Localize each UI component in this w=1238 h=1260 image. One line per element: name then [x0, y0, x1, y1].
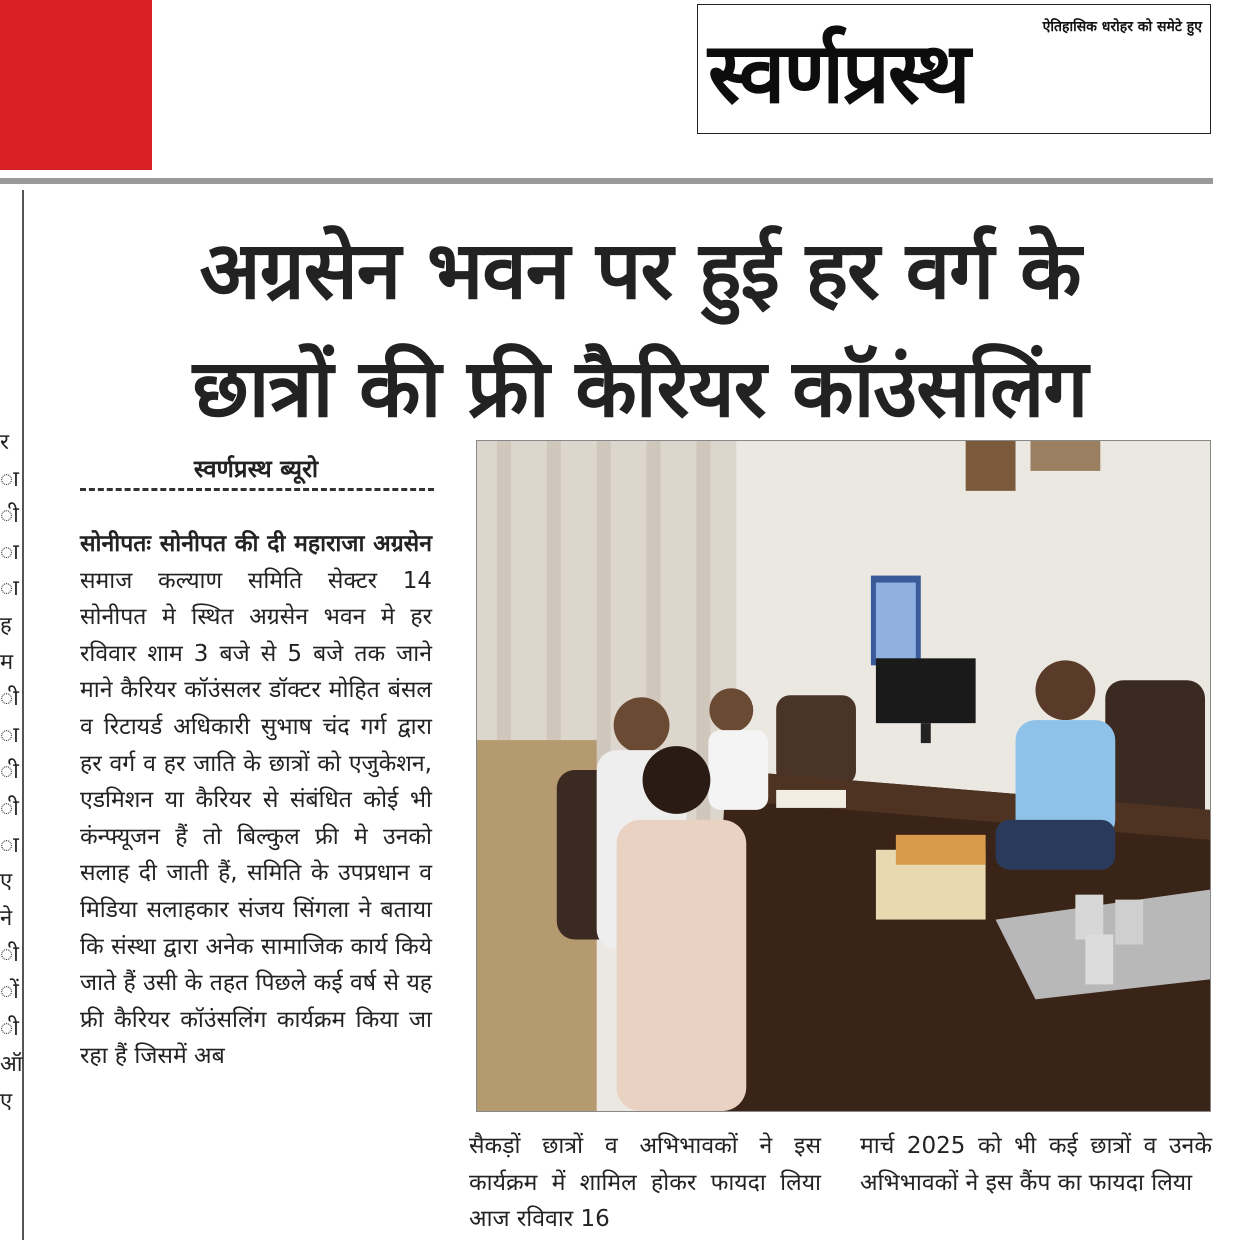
masthead-tagline: ऐतिहासिक धरोहर को समेटे हुए: [1042, 19, 1202, 35]
side-fragment-char: ने: [0, 905, 13, 931]
column-1-text: समाज कल्याण समिति सेक्टर 14 सोनीपत मे स्थित अग्रसेन भवन मे हर रविवार शाम 3 बजे से 5 बजे तक जाने माने कैरियर कॉउंसलर डॉक्टर मोहित बंसल व रिटायर्ड अधिकारी सुभाष चंद गर्ग द्वारा हर वर्ग व हर जाति के छात्रों को एजुकेशन, एडमिशन या कैरियर से संबंधित कोई भी कंन्फ्यूजन हैं तो बिल्कुल फ्री मे उनको सलाह दी जाती हैं, समिति के उपप्रधान व मिडिया सलाहकार संजय सिंगला ने बताया कि संस्था द्वारा अनेक सामाजिक कार्य किये जाते हैं उसी के तहत पिछले कई वर्ष से यह फ्री कैरियर कॉउंसलिंग कार्यक्रम किया जा रहा हैं जिसमें अब: [80, 567, 432, 1070]
article-column-2: सैकड़ों छात्रों व अभिभावकों ने इस कार्यक्रम में शामिल होकर फायदा लिया आज रविवार 16: [469, 1133, 821, 1233]
side-fragment-char: ा: [0, 832, 19, 858]
side-fragment-char: ा: [0, 722, 19, 748]
side-fragment-char: ा: [0, 466, 19, 492]
byline-divider: [80, 488, 434, 491]
adjacent-column-fragment: [0, 190, 24, 1240]
header-rule: [0, 178, 1213, 184]
article-photo: [476, 440, 1211, 1112]
article-byline: स्वर्णप्रस्थ ब्यूरो: [193, 454, 319, 483]
side-fragment-char: ा: [0, 539, 19, 565]
article-dateline: सोनीपतः सोनीपत की दी महाराजा अग्रसेन: [80, 531, 432, 557]
newspaper-name: स्वर्णप्रस्थ: [708, 24, 969, 122]
article-column-3: मार्च 2025 को भी कई छात्रों व उनके अभिभावकों ने इस कैंप का फायदा लिया: [860, 1133, 1212, 1196]
brand-color-block: [0, 0, 152, 170]
headline-line-2: छात्रों की फ्री कैरियर कॉउंसलिंग: [192, 342, 1088, 435]
headline-line-1: अग्रसेन भवन पर हुई हर वर्ग के: [199, 224, 1081, 317]
article-column-1: [80, 526, 432, 1075]
side-fragment-char: ी: [0, 759, 19, 785]
side-fragment-char: ह: [0, 613, 12, 638]
side-fragment-char: ी: [0, 942, 19, 968]
side-fragment-char: ी: [0, 1015, 19, 1041]
side-fragment-char: र: [0, 430, 9, 455]
article-headline: [50, 212, 1230, 448]
side-fragment-char: ऑ: [0, 1052, 23, 1078]
side-fragment-char: ी: [0, 796, 19, 821]
side-fragment-char: ों: [0, 979, 19, 1004]
side-fragment-char: ी: [0, 686, 19, 712]
side-fragment-char: ए: [0, 1088, 13, 1114]
side-fragment-char: ए: [0, 869, 13, 895]
side-fragment-char: ी: [0, 503, 19, 529]
side-fragment-char: ा: [0, 576, 19, 602]
photo-illustration: [477, 441, 1210, 1111]
side-fragment-char: म: [0, 649, 14, 675]
newspaper-masthead: [697, 4, 1211, 134]
